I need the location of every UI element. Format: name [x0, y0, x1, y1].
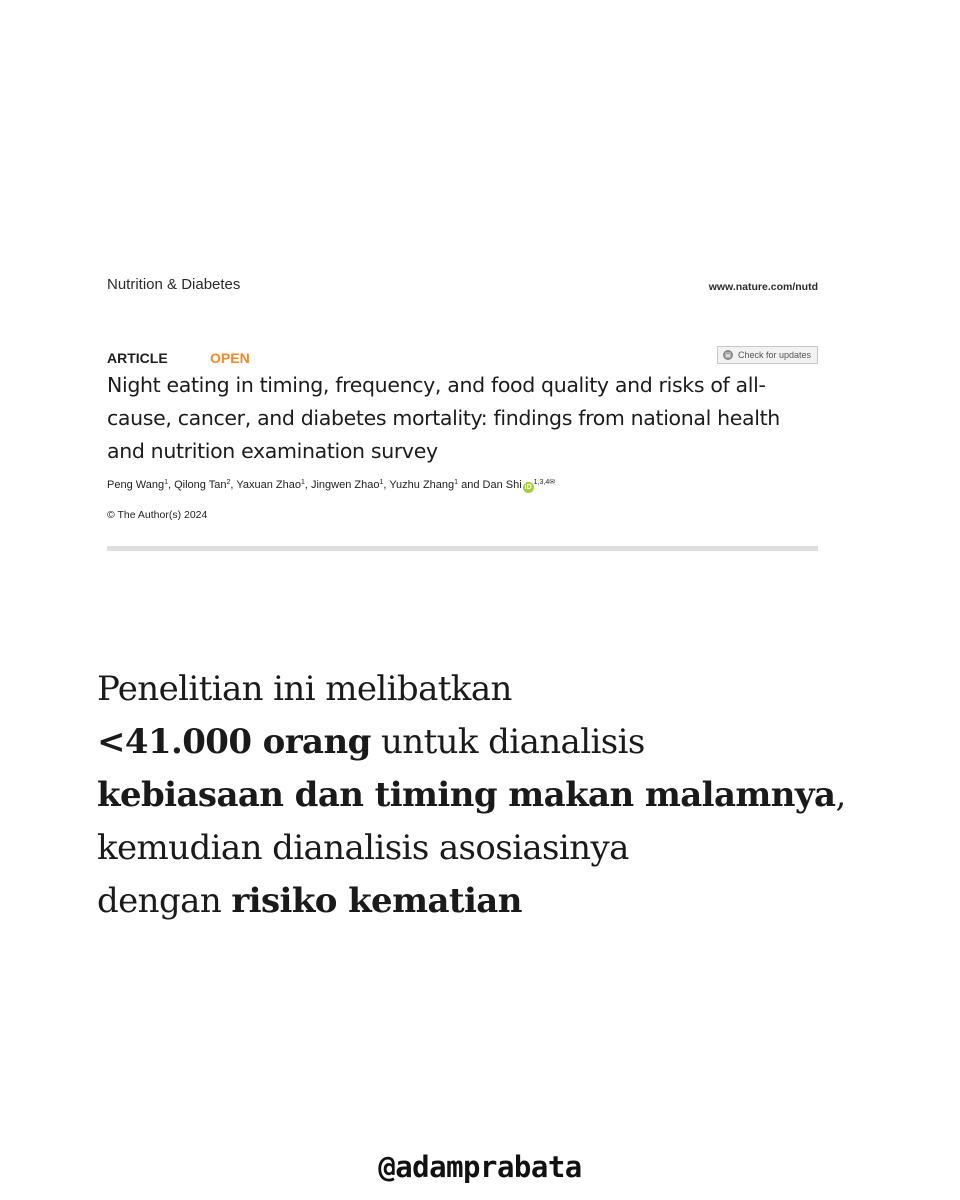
author-separator: ,	[383, 479, 390, 491]
caption-line-1	[97, 663, 897, 716]
caption-text-span: Penelitian ini melibatkan	[97, 669, 512, 709]
orcid-icon: iD	[524, 484, 532, 491]
caption-line-3	[97, 769, 897, 822]
author-separator: ,	[304, 479, 311, 491]
caption-text-span: dengan	[97, 881, 232, 921]
caption-text	[97, 663, 897, 928]
author-separator: and	[458, 479, 483, 491]
mail-icon: ✉	[549, 479, 556, 486]
check-for-updates-badge	[717, 346, 818, 364]
journal-name: Nutrition & Diabetes	[107, 276, 241, 293]
copyright: © The Author(s) 2024	[107, 509, 208, 521]
caption-line-4	[97, 822, 897, 875]
author-affiliation: 1	[164, 479, 168, 486]
author-separator: ,	[167, 479, 175, 491]
habit-emphasis: kebiasaan dan timing makan malamnya	[97, 775, 836, 815]
mortality-emphasis: risiko kematian	[231, 881, 522, 921]
author-affiliation: 2	[226, 479, 231, 486]
author-affiliation: 1,3,4	[533, 479, 550, 486]
author-name: Qilong Tan	[174, 479, 227, 491]
author-list	[107, 479, 555, 493]
paper-header-screenshot	[107, 270, 818, 552]
author-name: Dan Shi	[482, 479, 522, 491]
caption-text-span: ,	[835, 775, 846, 815]
caption-text-span: kemudian dianalisis asosiasinya	[97, 828, 629, 868]
participant-count: <41.000 orang	[97, 722, 371, 762]
author-name: Yuzhu Zhang	[389, 479, 455, 491]
article-title: Night eating in timing, frequency, and food quality and risks of all-cause, cancer, and diabetes mortality: findings from national health and nutrition examination survey	[107, 373, 780, 463]
caption-line-5	[97, 875, 897, 928]
author-name: Peng Wang	[107, 479, 165, 491]
check-updates-icon	[722, 349, 734, 361]
author-name: Yaxuan Zhao	[236, 479, 301, 491]
caption-line-2	[97, 716, 897, 769]
author-handle: @adamprabata	[378, 1150, 582, 1184]
header-divider	[107, 546, 818, 551]
article-type-label: ARTICLE	[107, 350, 168, 366]
open-access-label: OPEN	[210, 350, 250, 366]
caption-text-span: untuk dianalisis	[370, 722, 645, 762]
author-affiliation: 1	[454, 479, 459, 486]
author-separator: ,	[230, 479, 237, 491]
journal-url: www.nature.com/nutd	[708, 281, 818, 293]
check-updates-label: Check for updates	[737, 350, 811, 360]
author-affiliation: 1	[379, 479, 384, 486]
author-name: Jingwen Zhao	[310, 479, 380, 491]
author-affiliation: 1	[300, 479, 305, 486]
